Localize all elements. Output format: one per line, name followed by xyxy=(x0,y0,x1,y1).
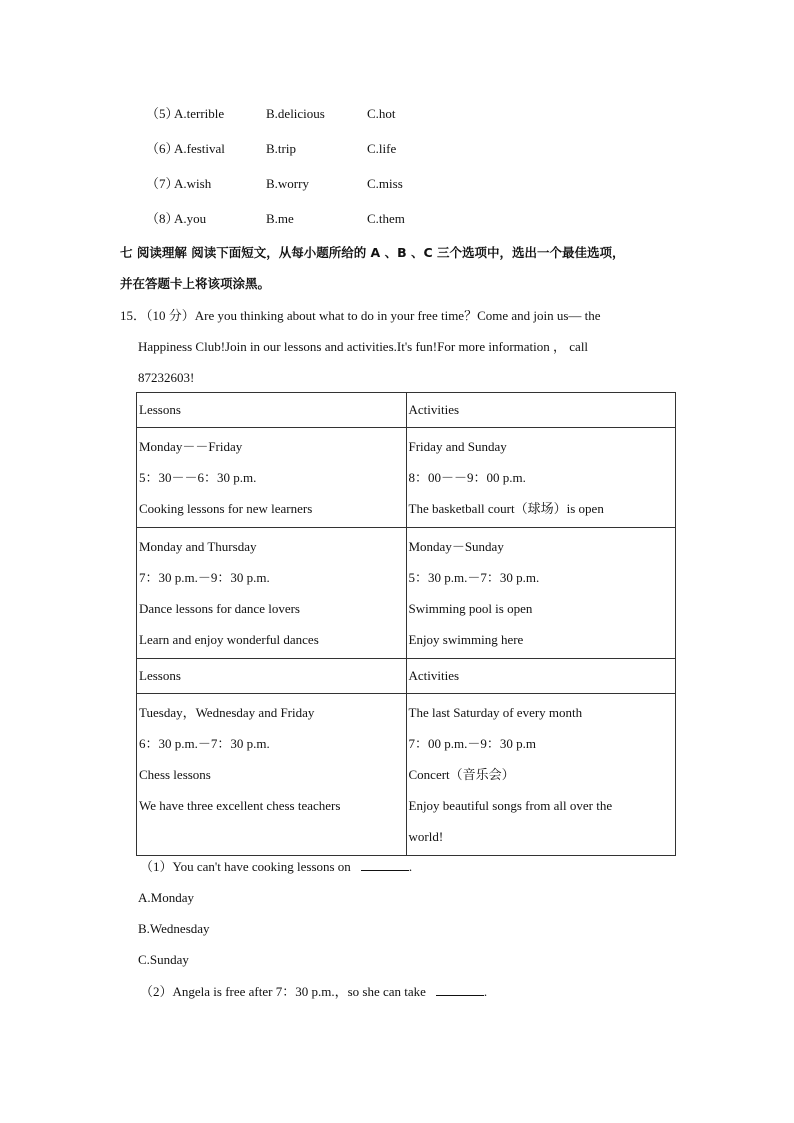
sub-question-end: . xyxy=(483,984,488,999)
table-cell xyxy=(137,694,407,856)
table-header-cell: Activities xyxy=(406,393,676,428)
question-passage xyxy=(120,300,676,393)
cell-line: 7：30 p.m.－9：30 p.m. xyxy=(139,570,270,585)
option-b: B.trip xyxy=(266,141,296,156)
sub-question-end: . xyxy=(408,859,413,874)
club-schedule-table xyxy=(136,392,676,856)
section-line-1: 七 阅读理解 阅读下面短文，从每小题所给的 A 、B 、C 三个选项中，选出一个最佳选项， xyxy=(120,245,625,260)
cell-line: Dance lessons for dance lovers xyxy=(139,601,300,616)
cell-line: Enjoy swimming here xyxy=(408,632,524,647)
table-cell xyxy=(137,528,407,659)
option-a: A.you xyxy=(174,211,207,226)
cell-line: world! xyxy=(408,829,444,844)
option-number: （5） xyxy=(146,106,179,121)
cell-line: Tuesday，Wednesday and Friday xyxy=(139,705,315,720)
option-b: B.worry xyxy=(266,176,309,191)
option-c: C.them xyxy=(367,211,405,226)
sub-question-2 xyxy=(140,982,487,1002)
section-heading xyxy=(120,237,676,299)
cell-line: 5：30 p.m.－7：30 p.m. xyxy=(408,570,540,585)
cell-line: Concert（音乐会） xyxy=(408,767,515,782)
option-c: C.life xyxy=(367,141,397,156)
option-a: A.festival xyxy=(174,141,225,156)
cell-line: Monday and Thursday xyxy=(139,539,257,554)
cell-line: Enjoy beautiful songs from all over the xyxy=(408,798,613,813)
sub-question-1 xyxy=(140,857,412,877)
table-cell xyxy=(137,428,407,528)
option-number: （6） xyxy=(146,141,179,156)
question-line-2: Happiness Club!Join in our lessons and activities.It's fun!For more information ， call xyxy=(138,339,589,354)
cell-line: 7：00 p.m.－9：30 p.m xyxy=(408,736,536,751)
choice-c: C.Sunday xyxy=(138,952,189,967)
option-number: （7） xyxy=(146,176,179,191)
cell-line: We have three excellent chess teachers xyxy=(139,798,341,813)
table-cell xyxy=(406,428,676,528)
cell-line: Chess lessons xyxy=(139,767,211,782)
sub-question-stem: （1）You can't have cooking lessons on xyxy=(140,859,351,874)
table-row xyxy=(137,694,676,856)
table-header-row xyxy=(137,659,676,694)
cell-line: Friday and Sunday xyxy=(408,439,507,454)
table-header-cell: Lessons xyxy=(137,659,407,694)
cell-line: The basketball court（球场）is open xyxy=(408,501,604,516)
choice-b: B.Wednesday xyxy=(138,921,210,936)
cell-line: Swimming pool is open xyxy=(408,601,533,616)
cell-line: Monday－Sunday xyxy=(408,539,504,554)
cell-line: Learn and enjoy wonderful dances xyxy=(139,632,319,647)
section-line-2: 并在答题卡上将该项涂黑。 xyxy=(120,276,271,291)
table-header-cell: Activities xyxy=(406,659,676,694)
option-b: B.delicious xyxy=(266,106,325,121)
option-c: C.hot xyxy=(367,106,396,121)
option-b: B.me xyxy=(266,211,294,226)
choice-a: A.Monday xyxy=(138,890,194,905)
option-number: （8） xyxy=(146,211,179,226)
option-a: A.terrible xyxy=(174,106,225,121)
table-row xyxy=(137,528,676,659)
question-line-3: 87232603! xyxy=(138,370,195,385)
option-a: A.wish xyxy=(174,176,212,191)
table-header-cell: Lessons xyxy=(137,393,407,428)
question-line-1: 15．（10 分）Are you thinking about what to do in your free time？Come and join us— the xyxy=(120,308,601,323)
table-cell xyxy=(406,528,676,659)
answer-blank xyxy=(436,983,484,996)
cell-line: The last Saturday of every month xyxy=(408,705,583,720)
cell-line: 5：30－－6：30 p.m. xyxy=(139,470,257,485)
cell-line: Monday－－Friday xyxy=(139,439,243,454)
table-row xyxy=(137,428,676,528)
table-header-row xyxy=(137,393,676,428)
sub-question-stem: （2）Angela is free after 7：30 p.m.，so she can take xyxy=(140,984,426,999)
option-c: C.miss xyxy=(367,176,403,191)
answer-blank xyxy=(361,858,409,871)
cell-line: Cooking lessons for new learners xyxy=(139,501,313,516)
cell-line: 8：00－－9：00 p.m. xyxy=(408,470,526,485)
cell-line: 6：30 p.m.－7：30 p.m. xyxy=(139,736,270,751)
table-cell xyxy=(406,694,676,856)
